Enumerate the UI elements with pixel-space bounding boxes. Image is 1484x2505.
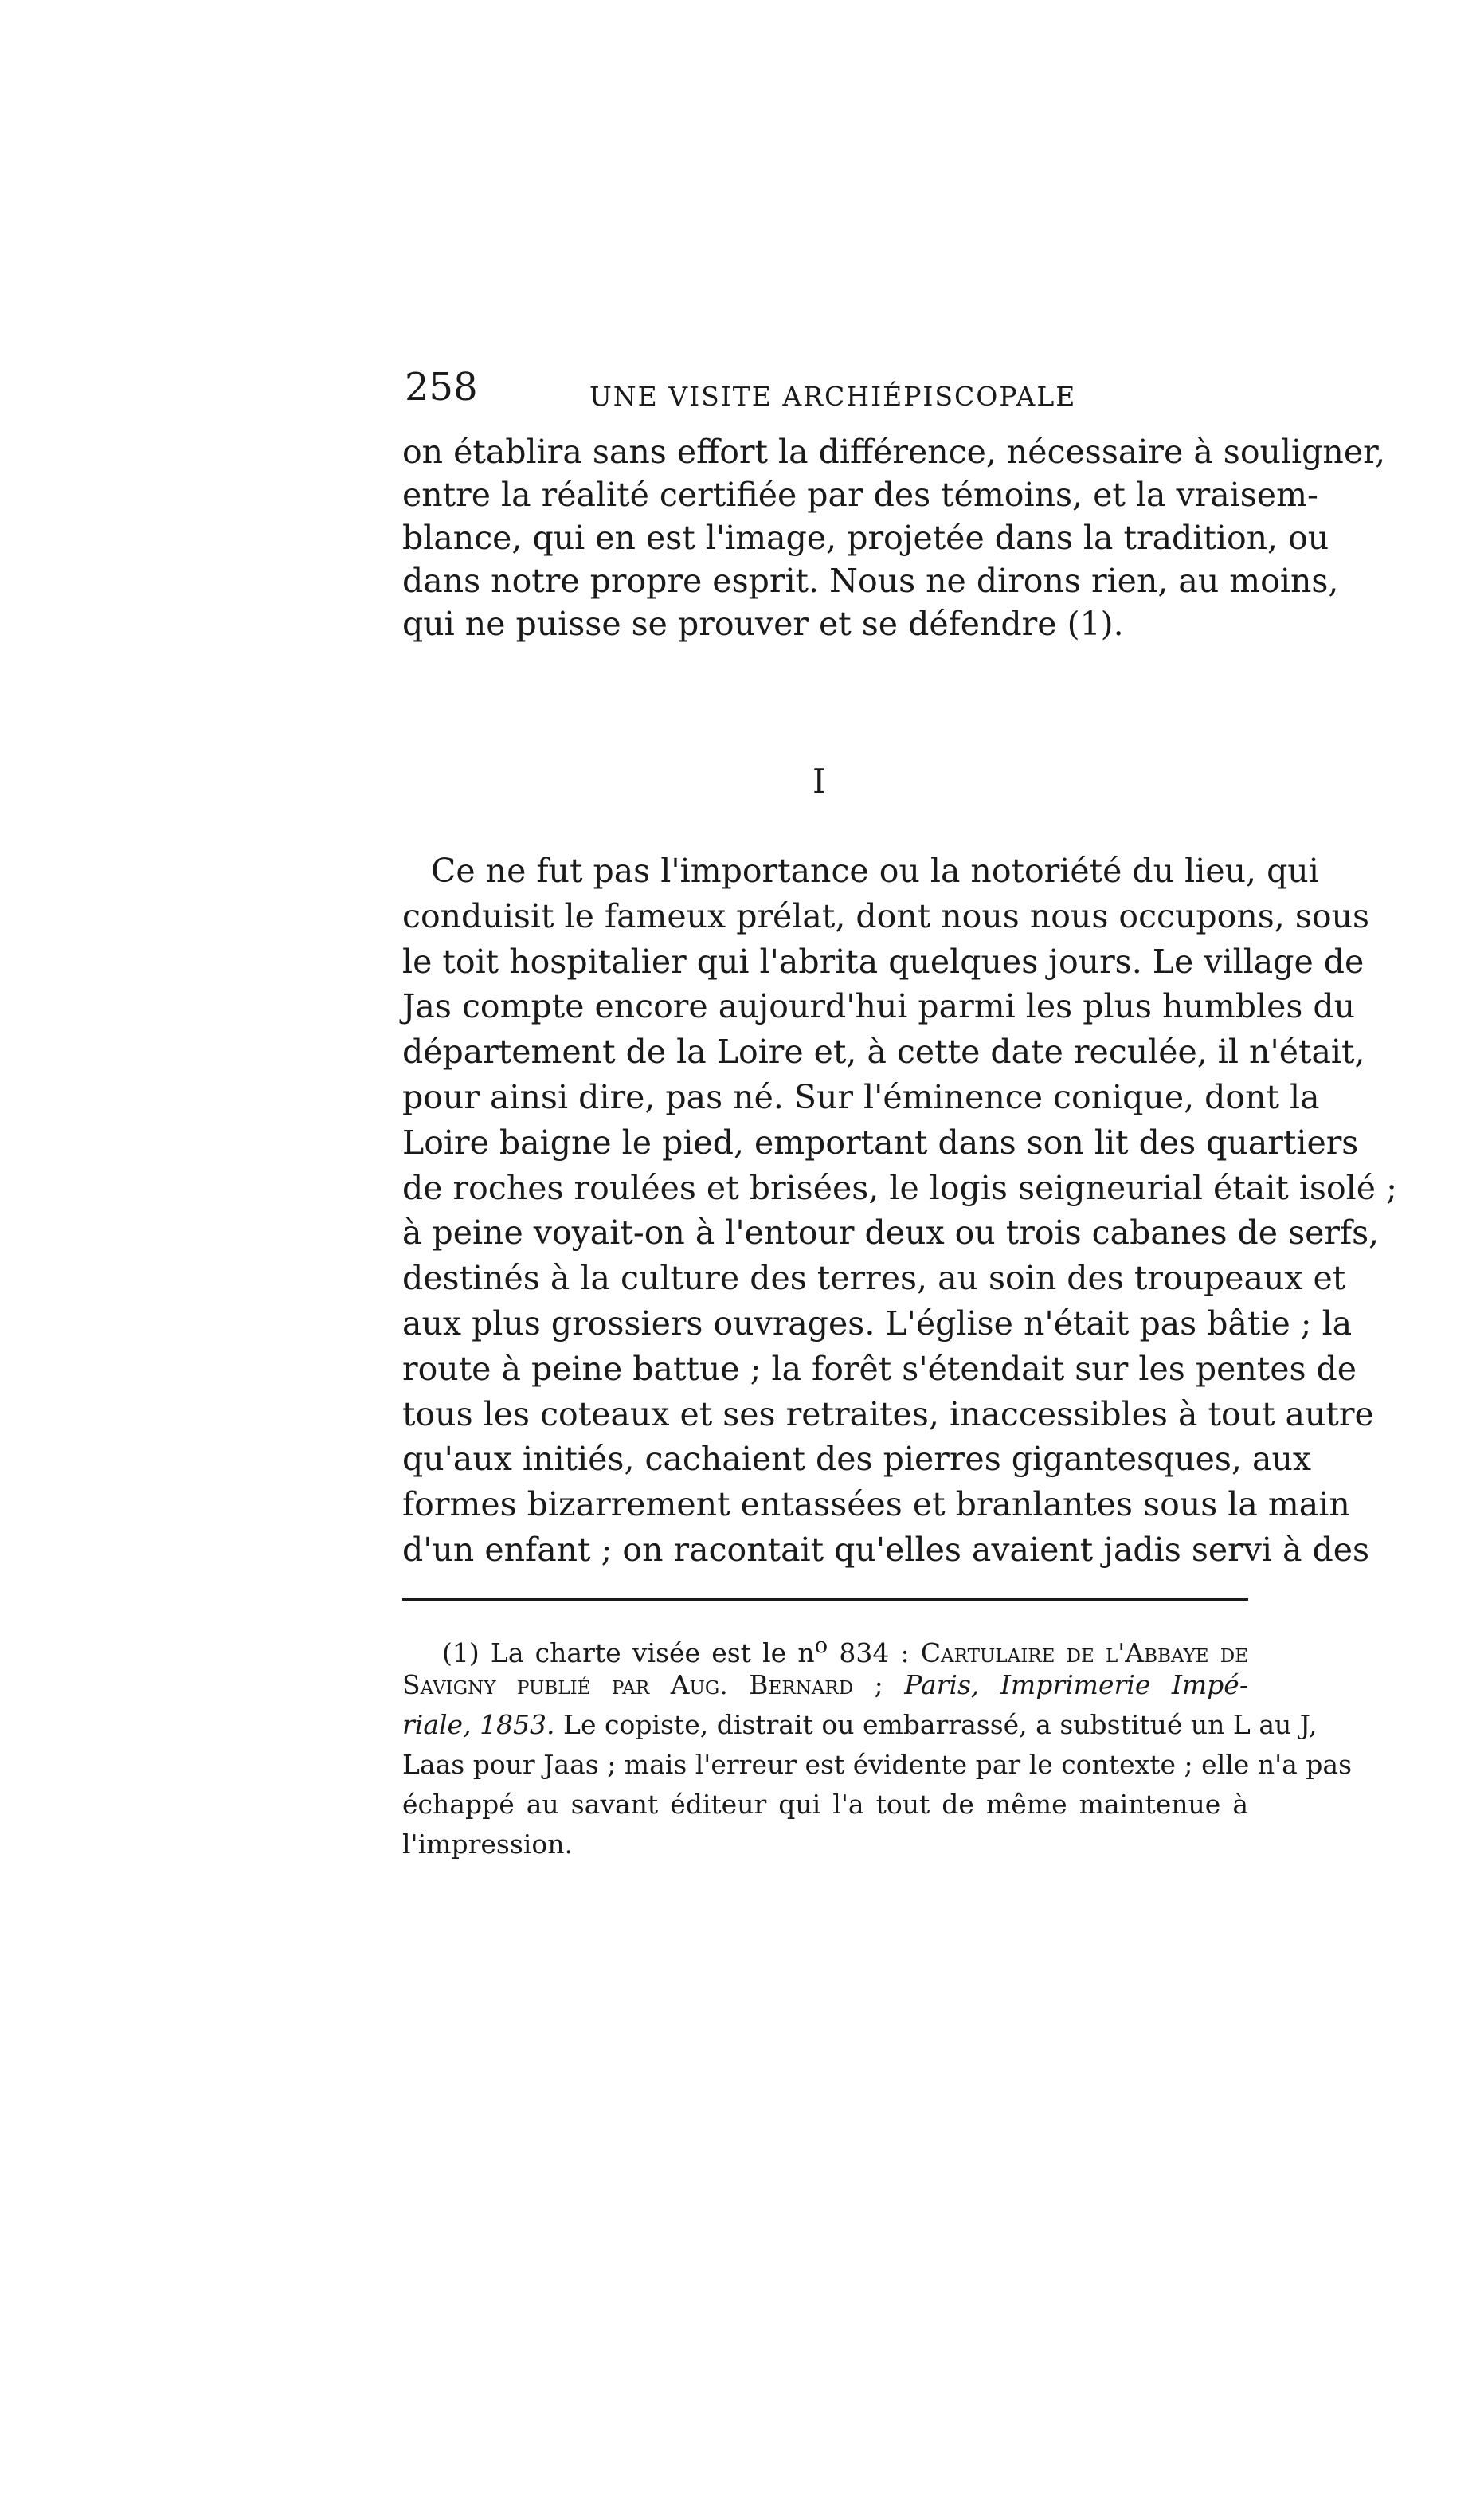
text-line: blance, qui en est l'image, projetée dans la tradition, ou <box>402 519 1329 557</box>
footnote-text: ; <box>853 1669 905 1700</box>
footnote-line <box>402 1665 1248 1705</box>
footnote-line: Laas pour Jaas ; mais l'erreur est évidente par le contexte ; elle n'a pas <box>402 1749 1353 1780</box>
text-line: conduisit le fameux prélat, dont nous nous occupons, sous <box>402 896 1370 935</box>
text-line: tous les coteaux et ses retraites, inaccessibles à tout autre <box>402 1394 1374 1433</box>
text-line: dans notre propre esprit. Nous ne dirons rien, au moins, <box>402 562 1339 600</box>
running-title: UNE VISITE ARCHIÉPISCOPALE <box>589 381 1077 412</box>
intro-paragraph <box>402 430 1386 645</box>
footnote-italic: Paris, Imprimerie Impé- <box>904 1669 1248 1700</box>
section-heading: I <box>812 762 826 801</box>
text-line: aux plus grossiers ouvrages. L'église n'était pas bâtie ; la <box>402 1303 1353 1343</box>
text-line: Ce ne fut pas l'importance ou la notoriété du lieu, qui <box>431 852 1319 890</box>
footnote-text: 834 : <box>828 1637 921 1668</box>
text-line: d'un enfant ; on racontait qu'elles avaient jadis servi à des <box>402 1530 1370 1569</box>
footnote <box>402 1625 1353 1864</box>
text-line: à peine voyait-on à l'entour deux ou trois cabanes de serfs, <box>402 1213 1380 1252</box>
footnote-superscript: o <box>814 1633 828 1658</box>
text-line: de roches roulées et brisées, le logis seigneurial était isolé ; <box>402 1168 1397 1207</box>
page-number: 258 <box>405 365 478 410</box>
body-paragraph <box>402 849 1397 1573</box>
text-line: destinés à la culture des terres, au soin des troupeaux et <box>402 1259 1346 1298</box>
footnote-divider <box>402 1598 1248 1601</box>
text-line: route à peine battue ; la forêt s'étendait sur les pentes de <box>402 1349 1357 1388</box>
text-line: le toit hospitalier qui l'abrita quelques jours. Le village de <box>402 942 1365 981</box>
text-line: qu'aux initiés, cachaient des pierres gigantesques, aux <box>402 1440 1311 1479</box>
footnote-text: Le copiste, distrait ou embarrassé, a substitué un L au J, <box>554 1709 1318 1740</box>
text-line: pour ainsi dire, pas né. Sur l'éminence conique, dont la <box>402 1077 1320 1116</box>
text-line: Jas compte encore aujourd'hui parmi les plus humbles du <box>402 987 1356 1026</box>
footnote-line <box>402 1705 1318 1745</box>
footnote-line: l'impression. <box>402 1829 573 1860</box>
footnote-italic: riale, 1853. <box>402 1709 555 1740</box>
text-line: qui ne puisse se prouver et se défendre (1). <box>402 605 1124 643</box>
footnote-line <box>402 1625 1249 1668</box>
footnote-text: (1) La charte visée est le n <box>442 1637 815 1668</box>
footnote-small-caps: Cartulaire de l'Abbaye de <box>920 1637 1249 1668</box>
text-line: Loire baigne le pied, emportant dans son lit des quartiers <box>402 1123 1359 1162</box>
footnote-line: échappé au savant éditeur qui l'a tout de même maintenue à <box>402 1789 1248 1820</box>
text-line: on établira sans effort la différence, nécessaire à souligner, <box>402 433 1386 471</box>
footnote-small-caps: Savigny publié par Aug. Bernard <box>402 1669 854 1700</box>
text-line: département de la Loire et, à cette date reculée, il n'était, <box>402 1033 1365 1072</box>
text-line: entre la réalité certifiée par des témoins, et la vraisem- <box>402 476 1318 514</box>
text-line: formes bizarrement entassées et branlantes sous la main <box>402 1485 1350 1524</box>
